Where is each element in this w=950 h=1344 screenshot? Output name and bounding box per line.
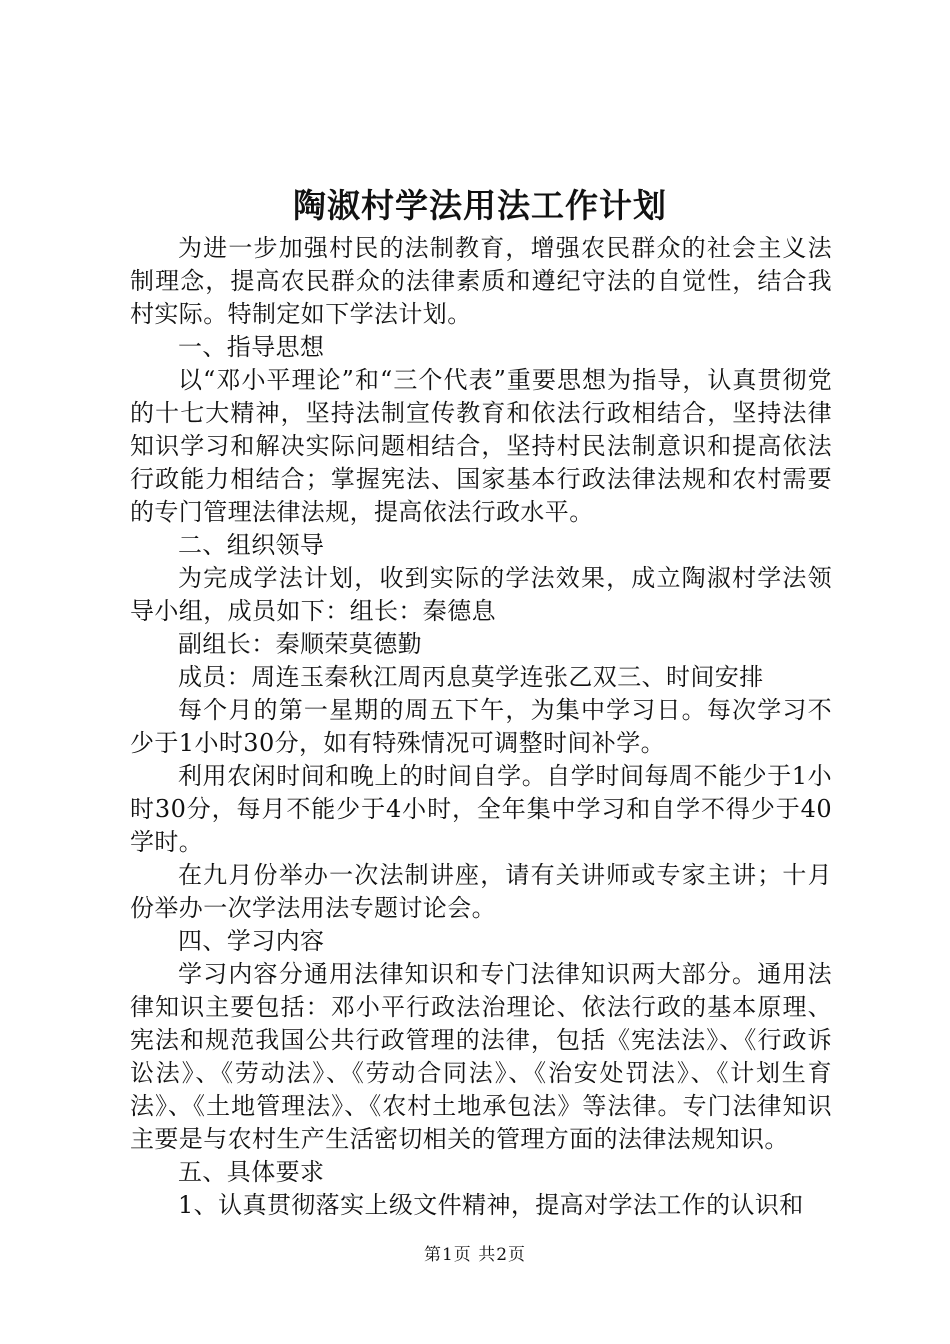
members-paragraph: 成员：周连玉秦秋江周丙息莫学连张乙双三、时间安排 <box>178 663 764 691</box>
guiding-ideology-paragraph: 以“邓小平理论”和“三个代表”重要思想为指导，认真贯彻党的十七大精神，坚持法制宣传教育和依法行政相结合，坚持法律知识学习和解决实际问题相结合，坚持村民法制意识和提高依法行政能力相结合；掌握宪法、国家基本行政法律法规和农村需要的专门管理法律法规，提高依法行政水平。 <box>130 366 832 526</box>
section-heading-organization: 二、组织领导 <box>178 531 325 559</box>
section-heading-content: 四、学习内容 <box>178 927 325 955</box>
intro-paragraph: 为进一步加强村民的法制教育，增强农民群众的社会主义法制理念，提高农民群众的法律素质和遵纪守法的自觉性，结合我村实际。特制定如下学法计划。 <box>130 234 832 328</box>
document-title: 陶淑村学法用法工作计划 <box>293 186 667 225</box>
page-footer: 第1页 共2页 <box>423 1245 527 1265</box>
section-heading-guiding-ideology: 一、指导思想 <box>178 333 325 361</box>
content-paragraph: 学习内容分通用法律知识和专门法律知识两大部分。通用法律知识主要包括：邓小平行政法治理论、依法行政的基本原理、宪法和规范我国公共行政管理的法律，包括《宪法法》、《行政诉讼法》、《劳动法》、《劳动合同法》、《治安处罚法》、《计划生育法》、《土地管理法》、《农村土地承包法》等法律。专门法律知识主要是与农村生产生活密切相关的管理方面的法律法规知识。 <box>130 960 832 1153</box>
organization-paragraph: 为完成学法计划，收到实际的学法效果，成立陶淑村学法领导小组，成员如下：组长：秦德息 <box>130 564 832 625</box>
schedule-paragraph-2: 利用农闲时间和晚上的时间自学。自学时间每周不能少于1小时30分，每月不能少于4小时，全年集中学习和自学不得少于40学时。 <box>130 762 832 856</box>
requirements-paragraph-1: 1、认真贯彻落实上级文件精神，提高对学法工作的认识和 <box>178 1191 804 1219</box>
document-body <box>130 232 832 1222</box>
deputy-leaders-paragraph: 副组长：秦顺荣莫德勤 <box>178 630 422 658</box>
section-heading-requirements: 五、具体要求 <box>178 1158 325 1186</box>
schedule-paragraph-3: 在九月份举办一次法制讲座，请有关讲师或专家主讲；十月份举办一次学法用法专题讨论会。 <box>130 861 832 922</box>
schedule-paragraph-1: 每个月的第一星期的周五下午，为集中学习日。每次学习不少于1小时30分，如有特殊情况可调整时间补学。 <box>130 696 832 757</box>
